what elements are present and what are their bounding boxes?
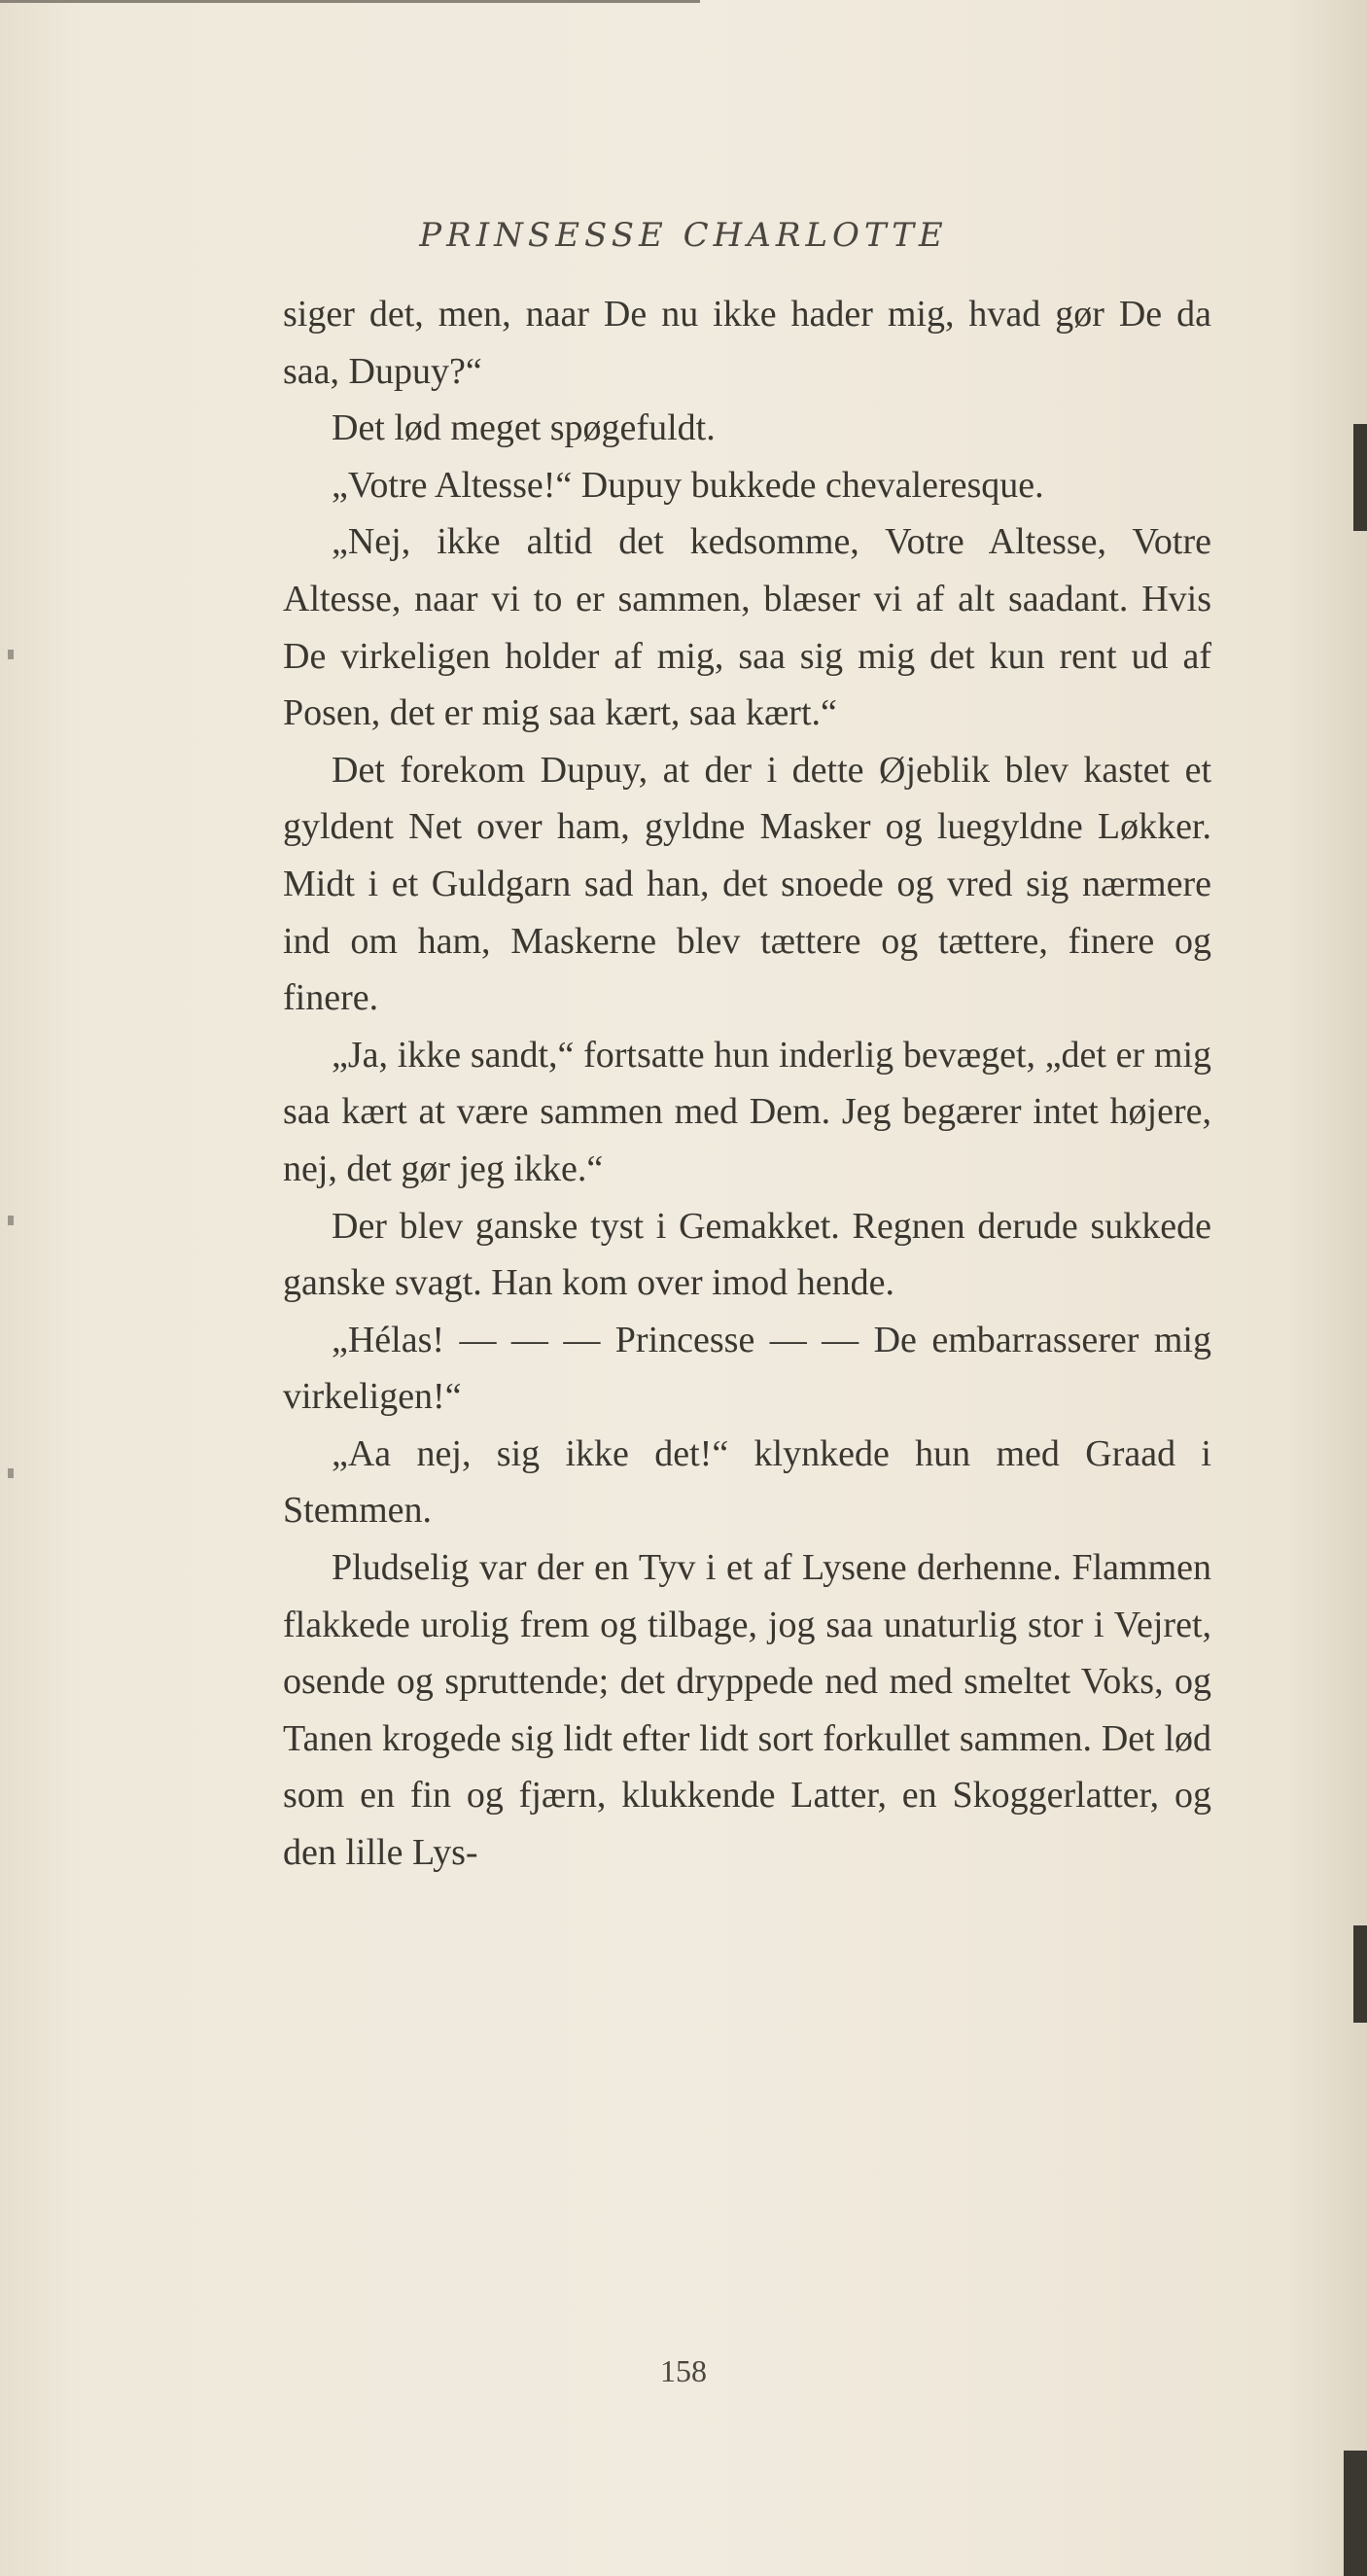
top-edge-rule (0, 0, 700, 3)
running-head: PRINSESSE CHARLOTTE (419, 216, 948, 255)
paragraph-3: „Votre Altesse!“ Dupuy bukkede chevaleresque. (332, 464, 1044, 506)
paragraph-2: Det lød meget spøgefuldt. (332, 407, 716, 449)
paragraph-1: siger det, men, naar De nu ikke hader mig, hvad gør De da saa, Dupuy?“ (283, 294, 1211, 392)
scan-speck (8, 1216, 14, 1225)
scan-edge-mark (1344, 2451, 1367, 2576)
scan-edge-mark (1353, 424, 1367, 531)
paragraph-9: „Aa nej, sig ikke det!“ klynkede hun med Graad i Stemmen. (283, 1432, 1211, 1532)
scan-speck (8, 1468, 14, 1478)
scan-edge-mark (1353, 1925, 1367, 2023)
paragraph-6: „Ja, ikke sandt,“ fortsatte hun inderlig bevæget, „det er mig saa kært at være sammen med Dem. Jeg begærer intet højere, nej, det gør jeg ikke.“ (283, 1034, 1211, 1189)
paragraph-4: „Nej, ikke altid det kedsomme, Votre Altesse, Votre Altesse, naar vi to er sammen, blæser vi af alt saadant. Hvis De virkeligen holder af mig, saa sig mig det kun rent ud af Posen, det er mig saa kært, saa kært.“ (283, 521, 1211, 734)
paragraph-8: „Hélas! — — — Princesse — — De embarrasserer mig virkeligen!“ (283, 1319, 1211, 1418)
paragraph-10: Pludselig var der en Tyv i et af Lysene derhenne. Flammen flakkede urolig frem og tilbage, jog saa unaturlig stor i Vejret, osende og spruttende; det dryppede ned med smeltet Voks, og Tanen krogede sig lidt efter lidt sort forkullet sammen. Det lød som en fin og fjærn, klukkende Latter, en Skoggerlatter, og den lille Lys- (283, 1547, 1211, 1874)
paragraph-5: Det forekom Dupuy, at der i dette Øjeblik blev kastet et gyldent Net over ham, gyldne Masker og luegyldne Løkker. Midt i et Guldgarn sad han, det snoede og vred sig nærmere ind om ham, Maskerne blev tættere og tættere, finere og finere. (283, 749, 1211, 1019)
paragraph-7: Der blev ganske tyst i Gemakket. Regnen derude sukkede ganske svagt. Han kom over imod hende. (283, 1205, 1211, 1304)
page-number: 158 (660, 2353, 707, 2388)
scan-speck (8, 650, 14, 659)
body-text (283, 286, 1211, 1882)
